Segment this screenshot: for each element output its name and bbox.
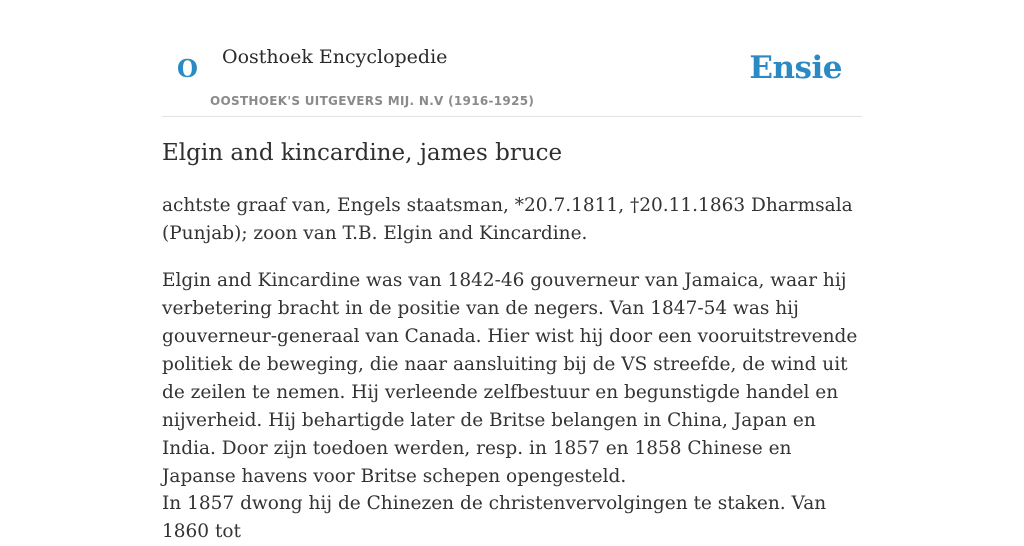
entry-paragraph: Elgin and Kincardine was van 1842-46 gouverneur van Jamaica, waar hij verbetering bracht in de positie van de negers. Van 1847-54 was hij gouverneur-generaal van Canada. Hier wist hij door een vooruitstrevende politiek de beweging, die naar aansluiting bij de VS streefde, de wind uit de zeilen te nemen. Hij verleende zelfbestuur en begunstigde handel en nijverheid. Hij behartigde later de Britse belangen in China, Japan en India. Door zijn toedoen werden, resp. in 1857 en 1858 Chinese en Japanse havens voor Britse schepen opengesteld. — [162, 270, 858, 487]
source-logo[interactable]: O — [177, 54, 198, 83]
entry-title: Elgin and kincardine, james bruce — [162, 140, 563, 166]
publisher-label: OOSTHOEK'S UITGEVERS MIJ. N.V (1916-1925) — [210, 94, 535, 108]
entry-paragraph: In 1857 dwong hij de Chinezen de christenvervolgingen te staken. Van 1860 tot — [162, 493, 827, 542]
entry-paragraph: achtste graaf van, Engels staatsman, *20.7.1811, †20.11.1863 Dharmsala (Punjab); zoon van T.B. Elgin and Kincardine. — [162, 195, 853, 244]
entry-page — [162, 0, 862, 542]
ensie-logo[interactable]: Ensie — [749, 50, 842, 86]
source-header — [162, 0, 862, 117]
source-title-link[interactable]: Oosthoek Encyclopedie — [222, 46, 448, 68]
